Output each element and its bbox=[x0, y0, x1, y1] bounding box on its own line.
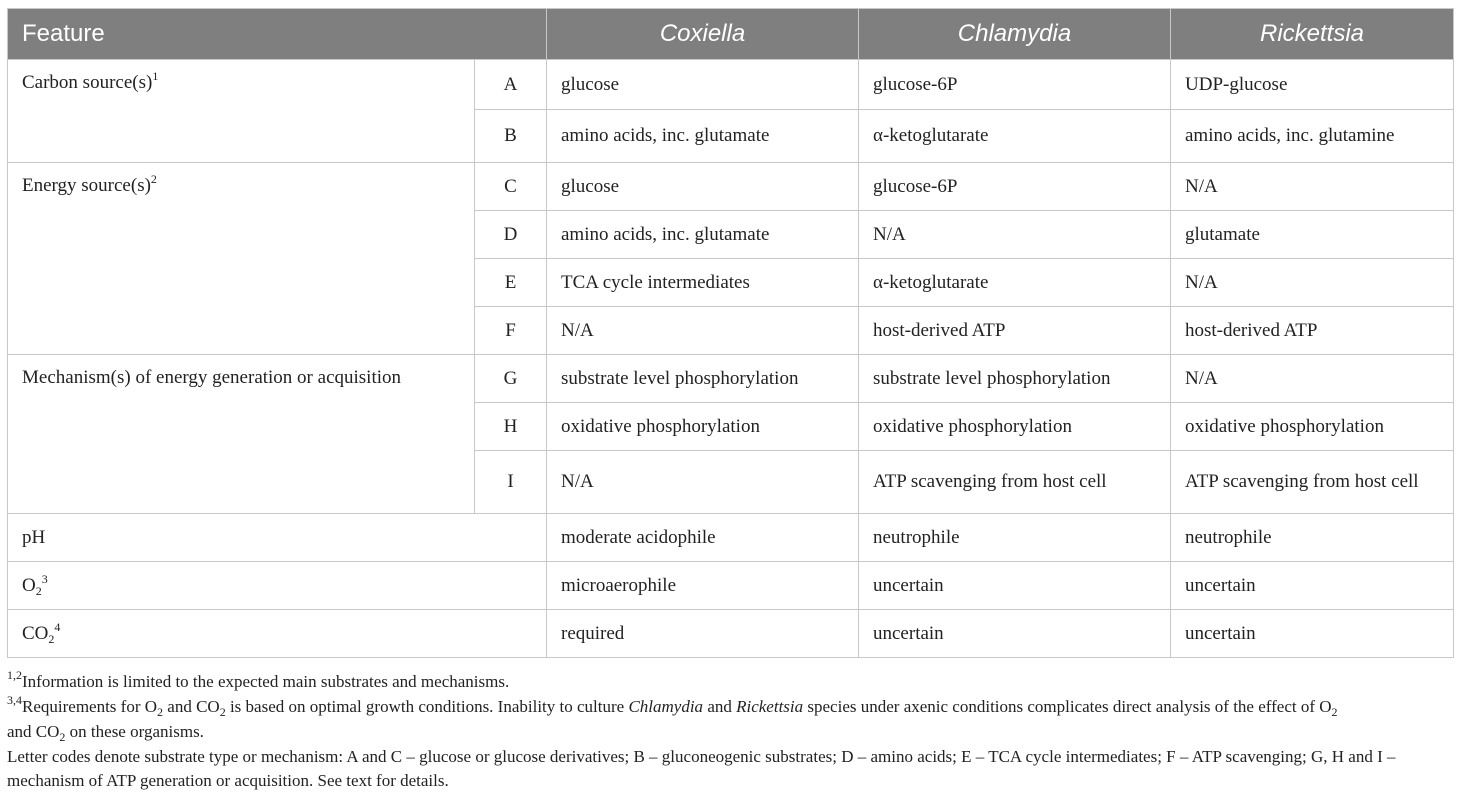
cell-chlamydia: neutrophile bbox=[859, 514, 1171, 562]
cell-chlamydia: N/A bbox=[859, 211, 1171, 259]
cell-chlamydia: α-ketoglutarate bbox=[859, 259, 1171, 307]
cell-rickettsia: UDP-glucose bbox=[1171, 60, 1454, 110]
cell-rickettsia: neutrophile bbox=[1171, 514, 1454, 562]
cell-rickettsia: N/A bbox=[1171, 355, 1454, 403]
header-feature: Feature bbox=[8, 9, 547, 60]
table-row bbox=[8, 60, 1454, 110]
header-row bbox=[8, 9, 1454, 60]
cell-rickettsia: N/A bbox=[1171, 259, 1454, 307]
cell-chlamydia: uncertain bbox=[859, 610, 1171, 658]
code-cell: E bbox=[475, 259, 547, 307]
feature-ph: pH bbox=[8, 514, 547, 562]
cell-rickettsia: uncertain bbox=[1171, 610, 1454, 658]
substrate-table bbox=[7, 8, 1454, 658]
cell-coxiella: amino acids, inc. glutamate bbox=[547, 211, 859, 259]
cell-rickettsia: uncertain bbox=[1171, 562, 1454, 610]
table-row bbox=[8, 562, 1454, 610]
feature-carbon: Carbon $source(s)^1$ bbox=[8, 60, 475, 163]
code-cell: H bbox=[475, 403, 547, 451]
footnote-2: $^{3,4}$Requirements for $O_2$ and $CO_2$ is based on optimal growth conditions. Inability to culture Chlamydia and Rickettsia species under axenic conditions complicates direct analysis of the effect of $O_2$ and $CO_2$ on these organisms. bbox=[7, 693, 1338, 744]
feature-o2: $O_2^3$ bbox=[8, 562, 547, 610]
cell-chlamydia: substrate level phosphorylation bbox=[859, 355, 1171, 403]
header-coxiella: Coxiella bbox=[547, 9, 859, 60]
table-footnotes bbox=[7, 670, 1453, 793]
feature-energy: Energy $source(s)^2$ bbox=[8, 163, 475, 355]
code-cell: I bbox=[475, 451, 547, 514]
cell-chlamydia: ATP scavenging from host cell bbox=[859, 451, 1171, 514]
cell-coxiella: glucose bbox=[547, 163, 859, 211]
table-row bbox=[8, 163, 1454, 211]
code-cell: F bbox=[475, 307, 547, 355]
footnote-1: $^{1,2}$Information is limited to the expected main substrates and mechanisms. bbox=[7, 668, 510, 691]
cell-coxiella: N/A bbox=[547, 307, 859, 355]
table-row bbox=[8, 355, 1454, 403]
cell-chlamydia: α-ketoglutarate bbox=[859, 110, 1171, 163]
cell-coxiella: moderate acidophile bbox=[547, 514, 859, 562]
cell-rickettsia: host-derived ATP bbox=[1171, 307, 1454, 355]
cell-rickettsia: amino acids, inc. glutamine bbox=[1171, 110, 1454, 163]
cell-chlamydia: host-derived ATP bbox=[859, 307, 1171, 355]
cell-rickettsia: oxidative phosphorylation bbox=[1171, 403, 1454, 451]
cell-chlamydia: oxidative phosphorylation bbox=[859, 403, 1171, 451]
header-chlamydia: Chlamydia bbox=[859, 9, 1171, 60]
cell-coxiella: required bbox=[547, 610, 859, 658]
cell-coxiella: microaerophile bbox=[547, 562, 859, 610]
cell-coxiella: oxidative phosphorylation bbox=[547, 403, 859, 451]
code-cell: G bbox=[475, 355, 547, 403]
code-cell: A bbox=[475, 60, 547, 110]
table-row bbox=[8, 610, 1454, 658]
cell-coxiella: substrate level phosphorylation bbox=[547, 355, 859, 403]
code-cell: B bbox=[475, 110, 547, 163]
cell-rickettsia: N/A bbox=[1171, 163, 1454, 211]
cell-chlamydia: uncertain bbox=[859, 562, 1171, 610]
footnote-3: Letter codes denote substrate type or mechanism: A and C – glucose or glucose derivatives; B – gluconeogenic substrates; D – amino acids; E – TCA cycle intermediates; F – ATP scavenging; G, H and I – mechanism of ATP generation or acquisition. See text for details. bbox=[7, 747, 1396, 790]
header-rickettsia: Rickettsia bbox=[1171, 9, 1454, 60]
code-cell: C bbox=[475, 163, 547, 211]
feature-co2: $CO_2^4$ bbox=[8, 610, 547, 658]
cell-coxiella: amino acids, inc. glutamate bbox=[547, 110, 859, 163]
cell-rickettsia: glutamate bbox=[1171, 211, 1454, 259]
cell-chlamydia: glucose-6P bbox=[859, 163, 1171, 211]
table-row bbox=[8, 514, 1454, 562]
feature-mechanism: Mechanism(s) of energy generation or acquisition bbox=[8, 355, 475, 514]
cell-coxiella: glucose bbox=[547, 60, 859, 110]
cell-chlamydia: glucose-6P bbox=[859, 60, 1171, 110]
cell-rickettsia: ATP scavenging from host cell bbox=[1171, 451, 1454, 514]
code-cell: D bbox=[475, 211, 547, 259]
cell-coxiella: N/A bbox=[547, 451, 859, 514]
cell-coxiella: TCA cycle intermediates bbox=[547, 259, 859, 307]
